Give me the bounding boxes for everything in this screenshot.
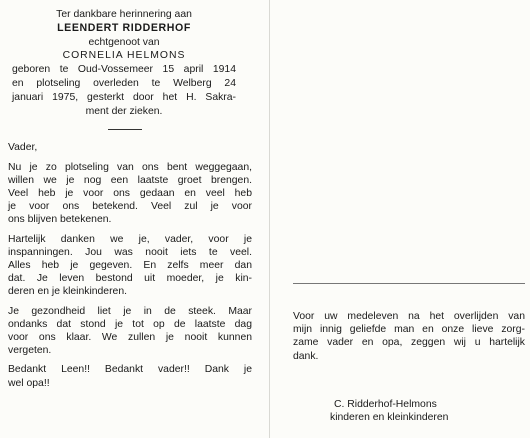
text-line: ondanks dat stond je tot op de laatste dag <box>8 318 252 330</box>
birth-line: ment der zieken. <box>85 105 163 117</box>
separator-line <box>108 129 142 130</box>
text-line: zame vader en opa, zeggen wij u hartelijk <box>293 337 525 349</box>
text-line: willen we je nog een laatste groet brengen. <box>8 174 252 186</box>
text-line: dank. <box>293 350 319 362</box>
text-line: Je gezondheid liet je in de steek. Maar <box>8 305 252 317</box>
salutation: Vader, <box>8 142 38 154</box>
family-line: kinderen en kleinkinderen <box>330 412 449 424</box>
text-line: je voor ons betekend. Veel zul je voor <box>8 201 252 213</box>
text-line: dat. Je leven bestond uit moeder, je kin- <box>8 273 252 285</box>
header-dedication: Ter dankbare herinnering aan <box>56 9 192 20</box>
text-line: deren en je kleinkinderen. <box>8 286 127 298</box>
text-line: Veel heb je voor ons gedaan en veel heb <box>8 187 252 199</box>
text-line: ons blijven betekenen. <box>8 214 112 226</box>
text-line: Voor uw medeleven na het overlijden van <box>293 311 525 322</box>
text-line: wel opa!! <box>8 377 50 389</box>
spouse-label: echtgenoot van <box>88 36 160 48</box>
eulogy-paragraph <box>8 305 252 358</box>
birth-line: geboren te Oud-Vossemeer 15 april 1914 <box>12 64 236 76</box>
left-panel <box>8 8 270 396</box>
text-line: mijn innig geliefde man en onze lieve zorg- <box>293 324 525 336</box>
text-line: inspanningen. Jou was nooit iets te veel. <box>8 246 252 258</box>
eulogy-paragraph <box>8 233 252 299</box>
eulogy-text <box>8 141 252 389</box>
text-line: vergeten. <box>8 345 52 357</box>
card-header <box>12 8 236 118</box>
thanks-text <box>293 310 525 363</box>
eulogy-paragraph <box>8 161 252 227</box>
text-line: Hartelijk danken we je, vader, voor je <box>8 233 252 245</box>
spouse-name: CORNELIA HELMONS <box>62 50 186 62</box>
widow-name: C. Ridderhof-Helmons <box>334 399 437 410</box>
birth-line: en plotseling overleden te Welberg 24 <box>12 77 236 89</box>
eulogy-paragraph <box>8 363 252 389</box>
birth-line: januari 1975, gesterkt door het H. Sakra- <box>12 91 236 103</box>
text-line: Nu je zo plotseling van ons bent weggegaan, <box>8 161 252 173</box>
family-signature <box>330 398 520 424</box>
deceased-name: LEENDERT RIDDERHOF <box>57 21 191 34</box>
text-line: Bedankt Leen!! Bedankt vader!! Dank je <box>8 364 252 376</box>
text-line: Alles heb je gegeven. En zelfs meer dan <box>8 260 252 271</box>
thanks-divider <box>293 283 525 284</box>
text-line: voor ons klaar. We zullen je nooit kunnen <box>8 332 252 344</box>
